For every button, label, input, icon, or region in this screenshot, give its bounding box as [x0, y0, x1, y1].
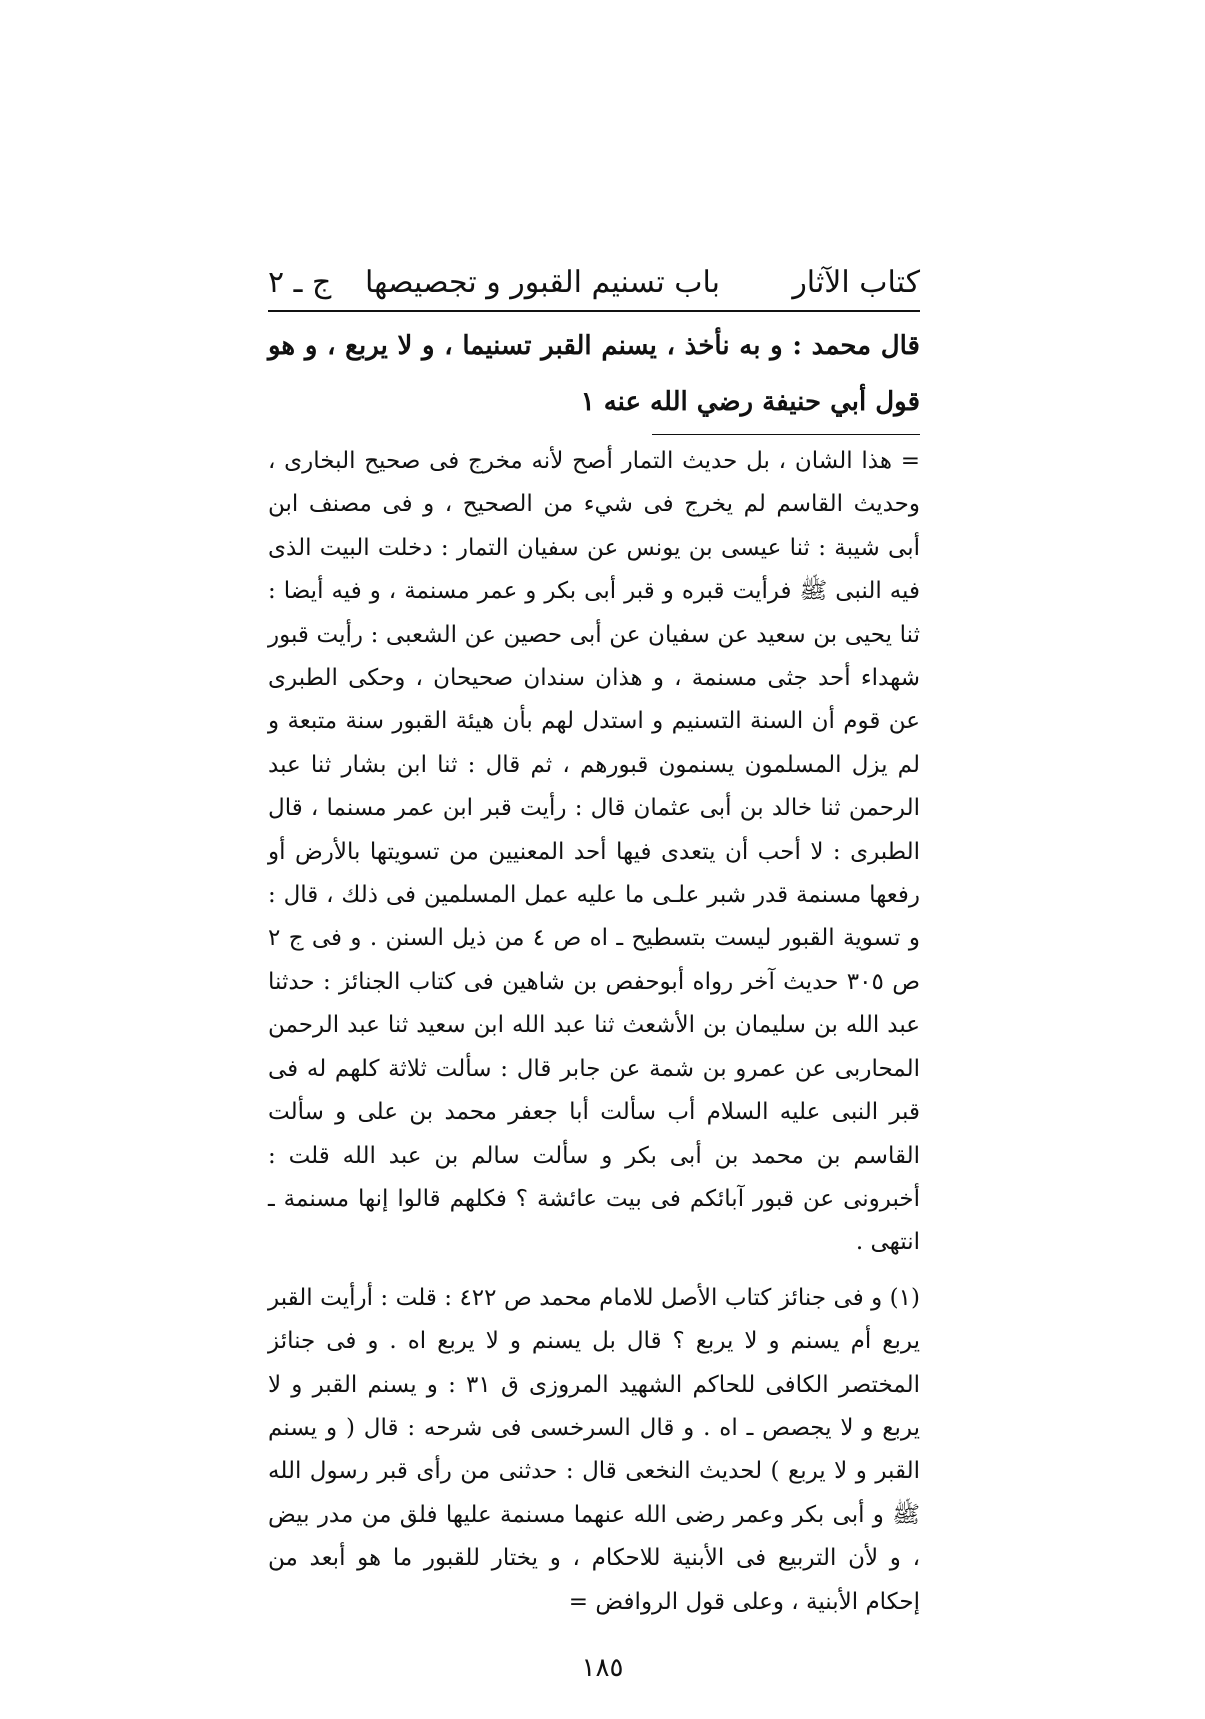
notes-separator: [652, 434, 920, 435]
volume-number: ج ـ ٢: [268, 265, 332, 300]
page-number: ١٨٥: [581, 1653, 624, 1683]
chapter-title: باب تسنيم القبور و تجصيصها: [364, 265, 720, 300]
footnote-text: (١) و فى جنائز كتاب الأصل للامام محمد ص ٤٢٢ : قلت : أرأيت القبر يربع أم يسنم و لا يربع ؟ قال بل يسنم و لا يربع اه . و فى جنائز المختصر الكافى للحاكم الشهيد المروزى ق ٣١ : و يسنم القبر و لا يربع و لا يجصص ـ اه . و قال السرخسى فى شرحه : قال ( و يسنم القبر و لا يربع ) لحديث النخعى قال : حدثنى من رأى قبر رسول الله ﷺ و أبى بكر وعمر رضى الله عنهما مسنمة عليها فلق من مدر بيض ، و لأن التربيع فى الأبنية للاحكام ، و يختار للقبور ما هو أبعد من إحكام الأبنية ، وعلى قول الروافض =: [268, 1284, 920, 1615]
main-text: قال محمد : و به نأخذ ، يسنم القبر تسنيما ، و لا يربع ، و هو قول أبي حنيفة رضي الله عنه ١: [268, 331, 920, 417]
main-text-block: [268, 318, 920, 430]
commentary-text: = هذا الشان ، بل حديث التمار أصح لأنه مخرج فى صحيح البخارى ، وحديث القاسم لم يخرج فى شيء من الصحيح ، و فى مصنف ابن أبى شيبة : ثنا عيسى بن يونس عن سفيان التمار : دخلت البيت الذى فيه النبى ﷺ فرأيت قبره و قبر أبى بكر و عمر مسنمة ، و فيه أيضا : ثنا يحيى بن سعيد عن سفيان عن أبى حصين عن الشعبى : رأيت قبور شهداء أحد جثى مسنمة ، و هذان سندان صحيحان ، وحكى الطبرى عن قوم أن السنة التسنيم و استدل لهم بأن هيئة القبور سنة متبعة و لم يزل المسلمون يسنمون قبورهم ، ثم قال : ثنا ابن بشار ثنا عبد الرحمن ثنا خالد بن أبى عثمان قال : رأيت قبر ابن عمر مسنما ، قال الطبرى : لا أحب أن يتعدى فيها أحد المعنيين من تسويتها بالأرض أو رفعها مسنمة قدر شبر علـى ما عليه عمل المسلمين فى ذلك ، قال : و تسوية القبور ليست بتسطيح ـ اه ص ٤ من ذيل السنن . و فى ج ٢ ص ٣٠٥ حديث آخر رواه أبوحفص بن شاهين فى كتاب الجنائز : حدثنا عبد الله بن سليمان بن الأشعث ثنا عبد الله ابن سعيد ثنا عبد الرحمن المحاربى عن عمرو بن شمة عن جابر قال : سألت ثلاثة كلهم له فى قبر النبى عليه السلام أب سألت أبا جعفر محمد بن على و سألت القاسم بن محمد بن أبى بكر و سألت سالم بن عبد الله قلت : أخبرونى عن قبور آبائكم فى بيت عائشة ؟ فكلهم قالوا إنها مسنمة ـ انتهى .: [268, 448, 921, 1256]
running-header: [268, 258, 920, 308]
notes-block: [268, 440, 920, 1624]
header-divider: [268, 310, 920, 312]
book-title: كتاب الآثار: [792, 265, 920, 300]
